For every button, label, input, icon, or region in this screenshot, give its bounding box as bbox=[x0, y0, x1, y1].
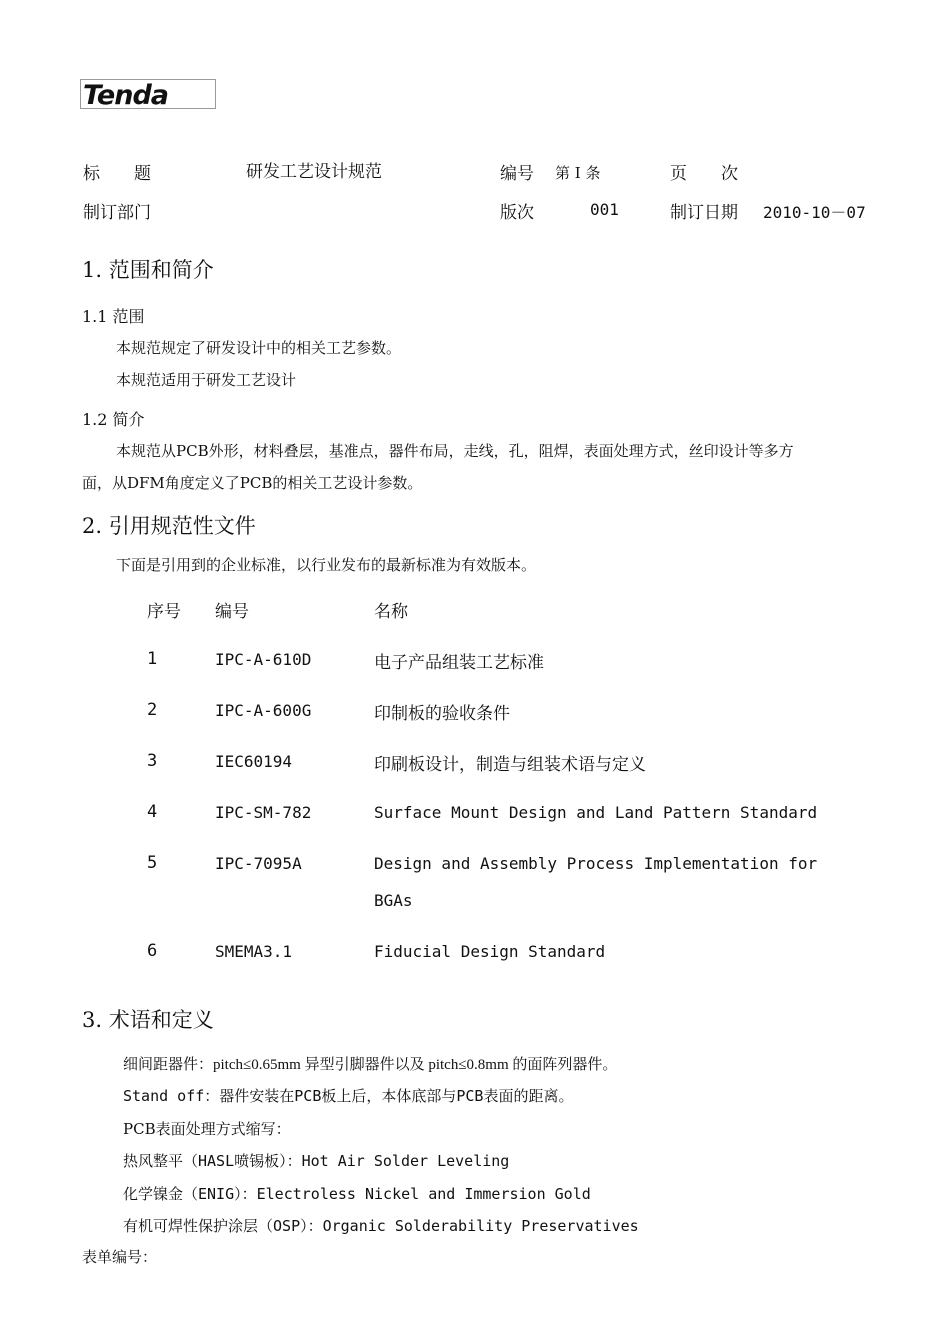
row-code: IPC-7095A bbox=[215, 854, 302, 873]
row-name: 印刷板设计，制造与组装术语与定义 bbox=[374, 755, 646, 775]
number-label: 编号 bbox=[500, 164, 534, 184]
row-name: Fiducial Design Standard bbox=[374, 942, 606, 961]
dept-label: 制订部门 bbox=[83, 203, 151, 223]
row-code: IEC60194 bbox=[215, 752, 293, 771]
version-label: 版次 bbox=[500, 203, 534, 223]
row-index: 2 bbox=[147, 700, 158, 720]
section-1-1-line-2: 本规范适用于研发工艺设计 bbox=[116, 371, 297, 389]
page-label: 页 次 bbox=[670, 164, 738, 184]
row-name: Surface Mount Design and Land Pattern Standard bbox=[374, 803, 818, 822]
section-1-1-line-1: 本规范规定了研发设计中的相关工艺参数。 bbox=[116, 339, 402, 357]
table-header-name: 名称 bbox=[374, 602, 408, 622]
form-number-label: 表单编号： bbox=[82, 1248, 158, 1266]
term-fine-pitch-desc: pitch≤0.65mm 异型引脚器件以及 pitch≤0.8mm 的面阵列器件。 bbox=[213, 1057, 618, 1073]
row-index: 3 bbox=[147, 751, 158, 771]
term-enig: 化学镍金（ENIG）：Electroless Nickel and Immersion Gold bbox=[123, 1185, 591, 1203]
number-value: 第 I 条 bbox=[555, 164, 601, 182]
section-1-2-line-1: 本规范从PCB外形，材料叠层，基准点，器件布局，走线，孔，阻焊，表面处理方式，丝印设计等多方 bbox=[116, 442, 794, 460]
table-header-code: 编号 bbox=[215, 602, 249, 622]
title-value: 研发工艺设计规范 bbox=[246, 162, 382, 182]
row-code: SMEMA3.1 bbox=[215, 942, 293, 961]
term-fine-pitch bbox=[123, 1053, 617, 1074]
term-osp: 有机可焊性保护涂层（OSP）：Organic Solderability Preservatives bbox=[123, 1217, 639, 1235]
section-1-1-heading: 1.1 范围 bbox=[82, 307, 145, 326]
svg-text:Tenda: Tenda bbox=[83, 80, 169, 108]
row-name: 印制板的验收条件 bbox=[374, 704, 510, 724]
section-3-heading: 3. 术语和定义 bbox=[82, 1008, 214, 1032]
term-fine-pitch-label: 细间距器件： bbox=[123, 1055, 214, 1073]
row-index: 4 bbox=[147, 802, 158, 822]
section-1-heading: 1. 范围和简介 bbox=[82, 258, 214, 282]
date-value: 2010-10－07 bbox=[763, 203, 866, 222]
tenda-logo-mark bbox=[81, 80, 215, 108]
term-hasl: 热风整平（HASL喷锡板）：Hot Air Solder Leveling bbox=[123, 1152, 510, 1170]
term-stand-off: Stand off：器件安装在PCB板上后，本体底部与PCB表面的距离。 bbox=[123, 1087, 574, 1105]
row-index: 6 bbox=[147, 941, 158, 961]
tenda-logo bbox=[80, 79, 216, 109]
row-index: 1 bbox=[147, 649, 158, 669]
row-code: IPC-A-610D bbox=[215, 650, 312, 669]
table-header-index: 序号 bbox=[147, 602, 181, 622]
row-name-continuation: BGAs bbox=[374, 891, 413, 910]
section-1-2-line-2: 面，从DFM角度定义了PCB的相关工艺设计参数。 bbox=[82, 474, 423, 492]
date-label: 制订日期 bbox=[670, 203, 738, 223]
row-code: IPC-A-600G bbox=[215, 701, 312, 720]
version-value: 001 bbox=[590, 200, 619, 219]
section-1-2-heading: 1.2 简介 bbox=[82, 410, 145, 429]
title-label: 标 题 bbox=[83, 164, 151, 184]
row-code: IPC-SM-782 bbox=[215, 803, 312, 822]
row-name: Design and Assembly Process Implementation for bbox=[374, 854, 818, 873]
term-pcb-finish: PCB表面处理方式缩写： bbox=[123, 1120, 291, 1138]
row-index: 5 bbox=[147, 853, 158, 873]
section-2-heading: 2. 引用规范性文件 bbox=[82, 514, 256, 538]
row-name: 电子产品组装工艺标准 bbox=[374, 653, 544, 673]
section-2-intro: 下面是引用到的企业标准，以行业发布的最新标准为有效版本。 bbox=[116, 556, 537, 574]
